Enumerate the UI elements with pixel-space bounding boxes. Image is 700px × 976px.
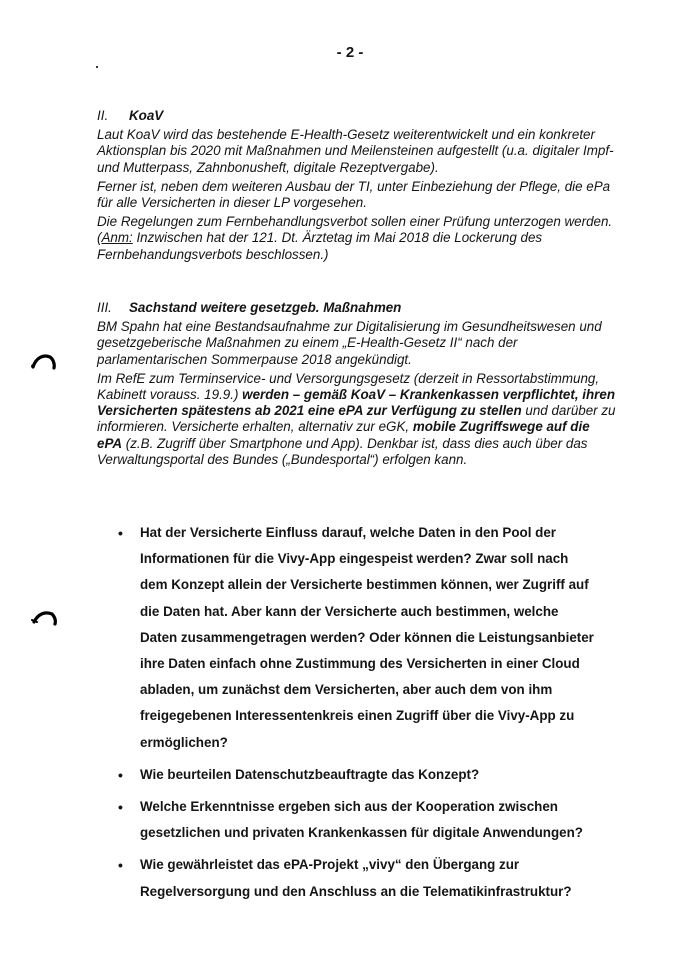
question-item: • Wie beurteilen Datenschutzbeauftragte das Konzept?	[118, 762, 598, 788]
section-number: II.	[97, 108, 109, 123]
paragraph	[97, 371, 617, 468]
section-title: Sachstand weitere gesetzgeb. Maßnahmen	[129, 300, 402, 315]
scan-speck	[96, 66, 98, 68]
section-heading	[97, 108, 617, 124]
question-item: • Welche Erkenntnisse ergeben sich aus der Kooperation zwischen gesetzlichen und privaten Krankenkassen für digitale Anwendungen?	[118, 794, 598, 846]
section-heading	[97, 300, 617, 316]
emphasis-text: werden – gemäß KoaV – Krankenkassen verpflichtet, ihren Versicherten spätestens ab 2021 eine ePA zur Verfügung zu stellen	[97, 387, 615, 419]
section-number: III.	[97, 300, 112, 315]
section-sachstand	[97, 300, 617, 471]
paragraph: Laut KoaV wird das bestehende E-Health-Gesetz weiterentwickelt und ein konkreter Aktionsplan bis 2020 mit Maßnahmen und Meilensteinen aufgestellt (u.a. digitaler Impf- und Mutterpass, Zahnbonusheft, digitale Rezeptvergabe).	[97, 127, 614, 175]
margin-mark	[30, 352, 58, 372]
paragraph	[97, 214, 617, 263]
note-label: Anm:	[101, 230, 133, 246]
question-item: • Wie gewährleistet das ePA-Projekt „vivy“ den Übergang zur Regelversorgung und den Anschluss an die Telematikinfrastruktur?	[118, 852, 598, 904]
text-run: (z.B. Zugriff über Smartphone und App). Denkbar ist, dass dies auch über das Verwaltungsportal des Bundes („Bundesportal“) erfolgen kann.	[97, 435, 588, 467]
text-run: Inzwischen hat der 121. Dt. Ärztetag im Mai 2018 die Lockerung des Fernbehandungsverbots beschlossen.)	[97, 230, 543, 262]
text-run: und darüber zu informieren. Versicherte erhalten, alternativ zur eGK,	[97, 403, 616, 435]
section-title: KoaV	[129, 108, 164, 123]
page-number: - 2 -	[336, 44, 364, 61]
emphasis-text: mobile Zugriffswege auf die ePA	[97, 419, 590, 451]
question-item: • Hat der Versicherte Einfluss darauf, welche Daten in den Pool der Informationen für die Vivy-App eingespeist werden? Zwar soll nach dem Konzept allein der Versicherte bestimmen können, wer Zugriff auf die Daten hat. Aber kann der Versicherte auch bestimmen, welche Daten zusammengetragen werden? Oder können die Leistungsanbieter ihre Daten einfach ohne Zustimmung des Versicherten in einer Cloud abladen, um zunächst dem Versicherten, aber auch dem von ihm freigegebenen Interessentenkreis einen Zugriff über die Vivy-App zu ermöglichen?	[118, 520, 598, 756]
text-run: Im RefE zum Terminservice- und Versorgungsgesetz (derzeit in Ressortabstimmung, Kabinett vorauss. 19.9.)	[97, 370, 600, 403]
section-koav	[97, 108, 617, 266]
paragraph: Ferner ist, neben dem weiteren Ausbau der TI, unter Einbeziehung der Pflege, die ePa für alle Versicherten in dieser LP vorgesehen.	[97, 178, 611, 211]
margin-mark	[31, 609, 59, 629]
paragraph: BM Spahn hat eine Bestandsaufnahme zur Digitalisierung im Gesundheitswesen und gesetzgeberische Maßnahmen zu einem „E-Health-Gesetz II“ nach der parlamentarischen Sommerpause 2018 angekündigt.	[97, 319, 602, 367]
text-run: Die Regelungen zum Fernbehandlungsverbot sollen einer Prüfung unterzogen werden. (	[97, 214, 613, 246]
question-list	[118, 520, 598, 911]
